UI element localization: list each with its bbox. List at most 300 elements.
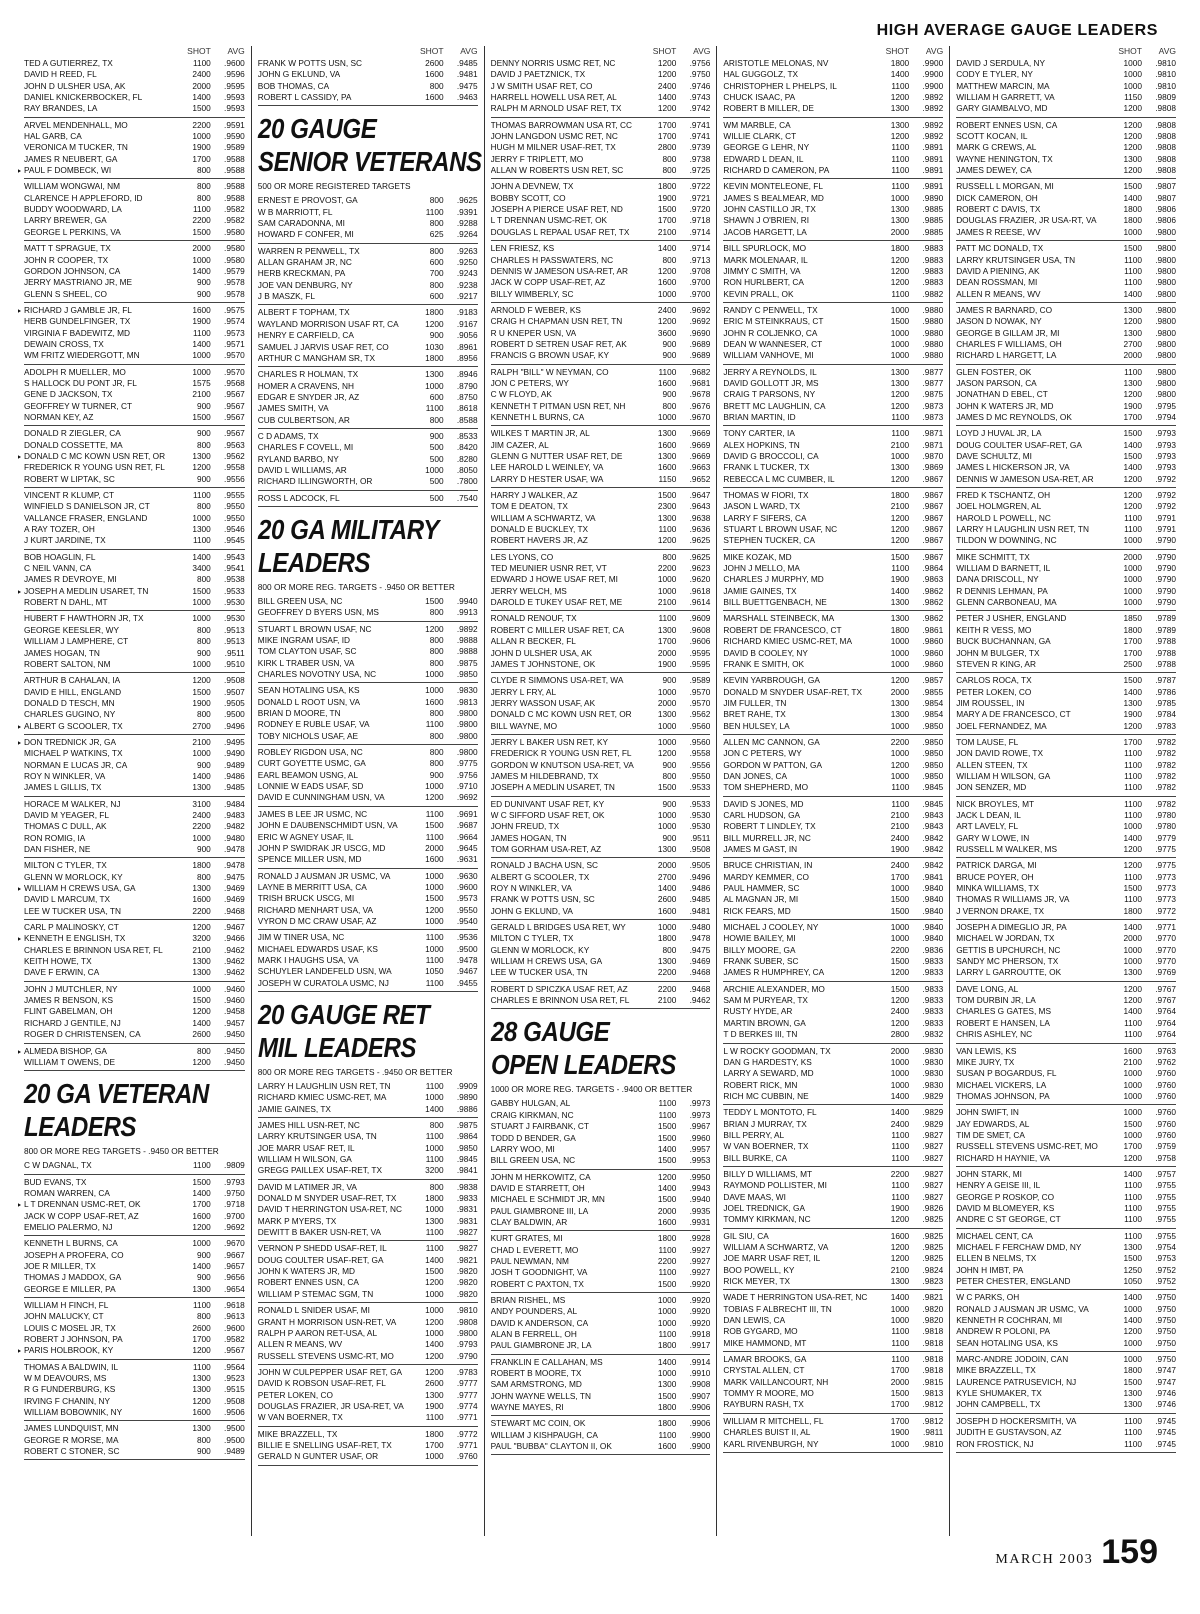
leader-row	[491, 277, 711, 288]
average: .9818	[922, 1337, 944, 1348]
shot-count: 2000	[192, 243, 211, 254]
shot-count: 1800	[657, 1418, 677, 1429]
shot-count: 1000	[1123, 944, 1142, 955]
shooter-name: GEORGE P ROSKOP, CO	[956, 1191, 1055, 1202]
leader-row	[723, 165, 943, 176]
leader-row	[956, 1068, 1176, 1079]
average: .9682	[689, 366, 711, 377]
leader-group	[723, 612, 943, 673]
leader-row	[24, 103, 245, 114]
shooter-name: RICHARD MENHART USA, VA	[257, 904, 374, 915]
shooter-name: BILL MURRELL JR, NC	[723, 832, 811, 843]
leader-group	[491, 674, 711, 735]
shot-count: 1100	[192, 204, 211, 215]
average: .9480	[689, 922, 711, 933]
leader-row	[956, 58, 1176, 69]
leader-row	[491, 967, 711, 978]
average: .9873	[922, 400, 944, 411]
section-title: 20 GA MILITARY	[257, 513, 439, 545]
shot-count: 1400	[890, 1107, 910, 1118]
leader-row	[491, 81, 711, 92]
leader-group	[258, 595, 478, 622]
leader-group	[723, 57, 943, 118]
shooter-name: MATT T SPRAGUE, TX	[24, 243, 111, 254]
leader-row	[956, 1192, 1176, 1203]
leader-row	[491, 922, 711, 933]
average: .9596	[224, 69, 245, 80]
shot-count: 1200	[425, 904, 444, 915]
shot-count: 1100	[891, 782, 910, 793]
average: .9831	[456, 1215, 478, 1226]
shooter-name: ROBERT W LIPTAK, SC	[24, 473, 115, 484]
leader-row	[723, 782, 943, 793]
average: .9636	[689, 524, 711, 535]
shot-count: 1000	[425, 1305, 444, 1316]
shot-count: 1000	[192, 1238, 211, 1249]
shooter-name: MARK P MYERS, TX	[257, 1215, 337, 1226]
leader-row	[956, 771, 1176, 782]
shooter-name: ROBERT D SPICZKA USAF RET, AZ	[490, 983, 628, 994]
leader-group	[723, 366, 943, 427]
shooter-name: STUART L BROWN USAF, NC	[723, 524, 838, 535]
shooter-name: KENNETH T PITMAN USN RET, NH	[490, 400, 626, 411]
shot-count: 1300	[657, 956, 677, 967]
average: .9500	[224, 709, 245, 720]
leader-row	[956, 1006, 1176, 1017]
average: .9450	[224, 1045, 245, 1056]
average: .9885	[922, 226, 944, 237]
leader-row	[723, 597, 943, 608]
shot-count: 1600	[192, 1210, 211, 1221]
shooter-name: DAVE MAAS, WI	[723, 1191, 786, 1202]
leader-row	[258, 1401, 478, 1412]
average: .9827	[456, 1243, 478, 1254]
shot-count: 1000	[657, 288, 677, 299]
leader-row	[723, 389, 943, 400]
average: .9792	[1155, 501, 1176, 512]
average: .9818	[922, 1326, 944, 1337]
shot-count: 1100	[1124, 1427, 1142, 1438]
shooter-name: GLENN S SHEEL, CO	[24, 288, 107, 299]
shot-count: 900	[429, 769, 444, 780]
shot-count: 1000	[1123, 597, 1142, 608]
shot-count: 1000	[890, 350, 910, 361]
shot-count: 1700	[890, 1399, 910, 1410]
leader-row	[491, 721, 711, 732]
leader-row	[956, 721, 1176, 732]
shooter-name: FRED K TSCHANTZ, OH	[956, 490, 1051, 501]
shooter-name: THOMAS C DULL, AK	[24, 821, 107, 832]
average: .9810	[1155, 80, 1176, 91]
shot-count: 1300	[890, 377, 910, 388]
shooter-name: CHARLES GUGINO, NY	[24, 709, 116, 720]
leader-row	[956, 501, 1176, 512]
average: .9460	[224, 983, 245, 994]
average: .9750	[689, 69, 711, 80]
shooter-name: SAMUEL J JARVIS USAF RET, CO	[257, 341, 389, 352]
shot-count: 1900	[890, 574, 910, 585]
average: .9567	[224, 411, 245, 422]
leader-row	[258, 758, 478, 769]
shot-count: 1300	[1123, 327, 1142, 338]
average: .9877	[922, 377, 944, 388]
shooter-name: JOHN STARK, MI	[956, 1168, 1022, 1179]
shot-count: 1300	[657, 1379, 677, 1390]
leader-row	[258, 624, 478, 635]
shooter-name: MARSHALL STEINBECK, MA	[723, 613, 835, 624]
leader-row	[491, 204, 711, 215]
average: .9760	[1155, 1129, 1176, 1140]
shooter-name: DOUG COULTER USAF-RET, GA	[257, 1254, 384, 1265]
shooter-name: JOHN E DAUBENSCHMIDT USN, VA	[257, 820, 398, 831]
average: .9722	[689, 181, 711, 192]
leader-group	[24, 1361, 245, 1422]
leader-row	[491, 648, 711, 659]
leader-row	[956, 193, 1176, 204]
average: .9788	[1155, 636, 1176, 647]
shooter-name: JAMES HOGAN, TN	[490, 832, 567, 843]
average: .9940	[689, 1194, 711, 1205]
leader-row	[24, 215, 245, 226]
shot-count: 1200	[657, 265, 677, 276]
leader-row	[491, 1357, 711, 1368]
average: .9475	[456, 80, 478, 91]
shot-count: 625	[429, 229, 444, 240]
leader-row	[258, 1081, 478, 1092]
shot-count: 800	[429, 607, 444, 618]
leader-row	[24, 440, 245, 451]
leader-row	[723, 737, 943, 748]
shooter-name: DENNIS W JAMESON USA-RET, AR	[490, 265, 628, 276]
shot-count: 800	[429, 218, 444, 229]
average: .9485	[689, 894, 711, 905]
leader-group	[723, 1106, 943, 1167]
average: .9763	[1155, 1045, 1176, 1056]
leader-row	[24, 513, 245, 524]
leader-row	[24, 154, 245, 165]
leader-row	[24, 1238, 245, 1249]
shooter-name: WILLIAM J LAMPHERE, CT	[24, 636, 129, 647]
leader-row	[24, 1046, 245, 1057]
shooter-name: DAVID M YEAGER, FL	[24, 809, 109, 820]
leader-row	[723, 810, 943, 821]
shot-count: 1300	[192, 451, 211, 461]
average: .9783	[456, 1366, 478, 1377]
shot-count: 1500	[425, 893, 444, 904]
leader-group	[956, 489, 1176, 550]
average: .9877	[922, 366, 944, 377]
shot-count: 1100	[425, 932, 444, 943]
average: .9692	[224, 1221, 245, 1232]
shot-count: 1400	[657, 1356, 677, 1367]
leader-group	[956, 1045, 1176, 1106]
average: .9692	[689, 316, 711, 327]
shooter-name: TILDON W DOWNING, NC	[956, 535, 1057, 546]
shot-count: 1800	[1123, 624, 1142, 635]
leader-row	[24, 131, 245, 142]
avg-header: AVG	[1158, 46, 1176, 56]
average: .9570	[224, 350, 245, 361]
shooter-name: JOE VAN DENBURG, NY	[257, 279, 353, 290]
leader-group	[258, 368, 478, 429]
shot-count: 800	[196, 709, 211, 720]
leader-row	[24, 833, 245, 844]
shooter-name: ALLEN MC CANNON, GA	[723, 736, 820, 747]
shot-count: 1000	[890, 327, 910, 338]
average: .9775	[1155, 844, 1176, 854]
shot-count: 1100	[192, 1361, 211, 1372]
leader-row	[723, 1242, 943, 1253]
leader-row	[258, 905, 478, 916]
shooter-name: ROBERT SALTON, NM	[24, 658, 111, 669]
leader-row	[491, 625, 711, 636]
shot-count: 1000	[890, 883, 910, 894]
shot-count: 1400	[192, 265, 211, 276]
average: .9841	[456, 1165, 478, 1176]
shooter-name: VAN LEWIS, KS	[956, 1045, 1017, 1056]
average: .9593	[224, 103, 245, 114]
shot-count: 1100	[1124, 1029, 1142, 1040]
average: .9645	[456, 842, 478, 853]
leader-row	[258, 1104, 478, 1115]
shooter-name: DANA DRISCOLL, NY	[956, 574, 1039, 585]
shooter-name: JOSEPH W CURATOLA USMC, NJ	[257, 977, 389, 988]
shot-count: 600	[429, 291, 444, 302]
leader-row	[956, 860, 1176, 871]
shot-count: 2000	[1123, 551, 1142, 562]
leader-group	[24, 1045, 245, 1072]
shooter-name: GEORGE B GILLAM JR, MI	[956, 327, 1060, 338]
leader-row	[723, 1119, 943, 1130]
shot-count: 1200	[425, 1350, 444, 1361]
shooter-name: ROBERT B MOORE, TX	[490, 1368, 582, 1379]
shooter-name: PAUL HAMMER, SC	[723, 883, 800, 894]
shooter-name: CLYDE R SIMMONS USA-RET, WA	[490, 675, 624, 686]
shot-header: SHOT	[652, 46, 677, 56]
shot-count: 1900	[192, 142, 211, 153]
leader-row	[956, 995, 1176, 1006]
shot-count: 1000	[890, 720, 910, 731]
average: .9757	[1155, 1168, 1176, 1179]
average: .9785	[1155, 697, 1176, 708]
shooter-name: PAUL F DOMBECK, WI	[24, 165, 112, 176]
shot-count: 1000	[425, 464, 444, 475]
shot-count: 1500	[1123, 1253, 1142, 1264]
shot-count: 1100	[1124, 1415, 1142, 1426]
shooter-name: JOSEPH D HOCKERSMITH, VA	[956, 1415, 1077, 1426]
shooter-name: MICHAEL P WATKINS, TX	[24, 748, 123, 759]
shooter-name: WILLIAM A SCHWARTZ, VA	[490, 512, 596, 523]
leader-group	[491, 366, 711, 427]
shot-count: 1800	[890, 624, 910, 635]
average: .9588	[224, 181, 245, 192]
average: .9880	[922, 304, 944, 315]
footer-month: MARCH 2003	[995, 1552, 1094, 1567]
leader-row	[491, 103, 711, 114]
shooter-name: WILLIAM J KISHPAUGH, CA	[490, 1429, 598, 1440]
shooter-name: KYLE SHUMAKER, TX	[956, 1388, 1042, 1399]
shot-count: 1900	[657, 658, 677, 669]
average: .9807	[1155, 181, 1176, 192]
average: .9808	[1155, 131, 1176, 142]
leader-row	[723, 81, 943, 92]
shot-count: 2000	[657, 647, 677, 658]
shooter-name: ALLAN W ROBERTS USN RET, SC	[490, 165, 624, 176]
leader-row	[258, 770, 478, 781]
average: .8956	[456, 352, 478, 363]
shooter-name: JOSH T GOODNIGHT, VA	[490, 1267, 588, 1278]
leader-group	[956, 304, 1176, 365]
leader-row	[491, 782, 711, 793]
leader-group	[258, 623, 478, 684]
average: .9818	[922, 1354, 944, 1365]
leader-row	[491, 799, 711, 810]
shot-count: 1200	[890, 254, 910, 265]
leader-row	[24, 687, 245, 698]
shooter-name: CARL P MALINOSKY, CT	[24, 922, 119, 933]
average: .9555	[224, 490, 245, 501]
shooter-name: DAN G HARDESTY, KS	[723, 1056, 812, 1067]
leader-row	[491, 1144, 711, 1155]
leader-row	[258, 291, 478, 302]
shooter-name: MICHAEL EDWARDS USAF, KS	[257, 943, 378, 954]
shot-count: 1400	[890, 69, 910, 80]
shot-count: 1300	[890, 103, 910, 114]
shot-count: 1300	[1123, 304, 1142, 315]
shot-count: 2200	[192, 821, 211, 832]
leader-row	[258, 307, 478, 318]
shot-count: 800	[196, 1045, 211, 1056]
shooter-name: JOHN R COOPER, TX	[24, 254, 109, 265]
shot-count: 1100	[425, 977, 444, 988]
shot-count: 1100	[425, 1412, 444, 1423]
shooter-name: HERB KRECKMAN, PA	[257, 268, 346, 279]
average: .9573	[224, 327, 245, 338]
average: .9907	[689, 1390, 711, 1401]
shooter-name: BRUCE CHRISTIAN, IN	[723, 860, 813, 871]
leader-row	[956, 1046, 1176, 1057]
shooter-name: WM MARBLE, CA	[723, 119, 791, 130]
shot-count: 1200	[1123, 142, 1142, 153]
average: .9845	[922, 782, 944, 793]
leader-row	[258, 58, 478, 69]
shot-count: 1700	[1123, 411, 1142, 422]
average: .9475	[224, 871, 245, 882]
column-3	[484, 46, 717, 1536]
average: .9669	[689, 439, 711, 450]
shot-count: 1100	[891, 428, 910, 439]
average: .9891	[922, 165, 944, 176]
shot-count: 1500	[890, 983, 910, 994]
average: .9888	[456, 635, 478, 645]
average: .9530	[689, 809, 711, 820]
average: .9811	[923, 1427, 944, 1438]
shooter-name: GLENN G NUTTER USAF RET, DE	[490, 451, 623, 461]
leader-row	[956, 490, 1176, 501]
shot-count: 1100	[891, 1180, 910, 1191]
average: .9618	[224, 1299, 245, 1310]
arrow-marker-icon	[18, 885, 21, 893]
shot-count: 800	[429, 646, 444, 657]
leader-row	[491, 1194, 711, 1205]
shot-count: 1700	[1123, 1141, 1142, 1152]
leader-group	[24, 859, 245, 920]
leader-row	[24, 204, 245, 215]
leader-row	[956, 574, 1176, 585]
shooter-name: WILLIAM VANHOVE, MI	[723, 350, 814, 361]
leader-row	[24, 1311, 245, 1322]
leader-row	[956, 625, 1176, 636]
leader-row	[491, 1368, 711, 1379]
leader-row	[956, 1338, 1176, 1349]
shooter-name: RICH MC CUBBIN, NE	[723, 1090, 809, 1101]
shot-count: 600	[429, 391, 444, 402]
shooter-name: RALPH "BILL" W NEYMAN, CO	[490, 366, 609, 377]
leader-row	[258, 369, 478, 380]
shooter-name: GEORGE G LEHR, NY	[723, 142, 810, 153]
shot-count: 800	[429, 708, 444, 719]
leader-group	[723, 921, 943, 982]
average: .9875	[456, 1120, 478, 1130]
leader-row	[723, 1068, 943, 1079]
average: .9692	[689, 304, 711, 315]
average: .9829	[922, 1090, 944, 1101]
shooter-name: FREDERICK R YOUNG USN RET, FL	[24, 462, 165, 473]
shot-count: 1200	[1123, 983, 1142, 994]
average: .9927	[689, 1267, 711, 1278]
shot-count: 1200	[890, 1242, 910, 1252]
shot-count: 1900	[1123, 709, 1142, 720]
shot-count: 1700	[890, 1415, 910, 1426]
shooter-name: ROBERT C STONER, SC	[24, 1446, 120, 1457]
shot-count: 1100	[891, 1354, 910, 1365]
shooter-name: DAVID A PIENING, AK	[956, 265, 1040, 276]
leader-row	[24, 524, 245, 535]
average: .9890	[922, 192, 944, 203]
shooter-name: BILLIE E SNELLING USAF-RET, TX	[257, 1439, 392, 1450]
shooter-name: ALEX HOPKINS, TN	[723, 439, 800, 450]
leader-row	[723, 193, 943, 204]
leader-row	[258, 1440, 478, 1451]
leader-row	[723, 1141, 943, 1152]
shooter-name: CURT GOYETTE USMC, GA	[257, 758, 366, 769]
shot-count: 1200	[1123, 473, 1142, 484]
shot-count: 1400	[890, 585, 910, 596]
leader-group	[491, 1356, 711, 1417]
average: .9183	[456, 307, 478, 318]
shot-count: 1100	[425, 1131, 444, 1142]
average: .9875	[456, 657, 478, 668]
average: .9515	[224, 1384, 245, 1395]
leader-row	[491, 833, 711, 844]
shooter-name: JOSEPH A MEDLIN USARET, TN	[490, 782, 615, 793]
shooter-name: EDWARD L DEAN, IL	[723, 153, 804, 164]
leader-group	[491, 612, 711, 673]
leader-row	[956, 586, 1176, 597]
average: .9787	[1155, 675, 1176, 686]
shooter-name: JERRY F TRIPLETT, MO	[490, 153, 584, 164]
shot-count: 1100	[891, 563, 910, 574]
leader-group	[24, 1176, 245, 1237]
shooter-name: PETER CHESTER, ENGLAND	[956, 1276, 1071, 1287]
shot-count: 1100	[1124, 748, 1142, 759]
average: .9810	[456, 1305, 478, 1316]
leader-group	[258, 1080, 478, 1118]
average: .9840	[922, 883, 944, 894]
shooter-name: RAYMOND POLLISTER, MI	[723, 1180, 827, 1191]
shooter-name: GENE D JACKSON, TX	[24, 389, 113, 400]
average: .9830	[922, 1079, 944, 1090]
